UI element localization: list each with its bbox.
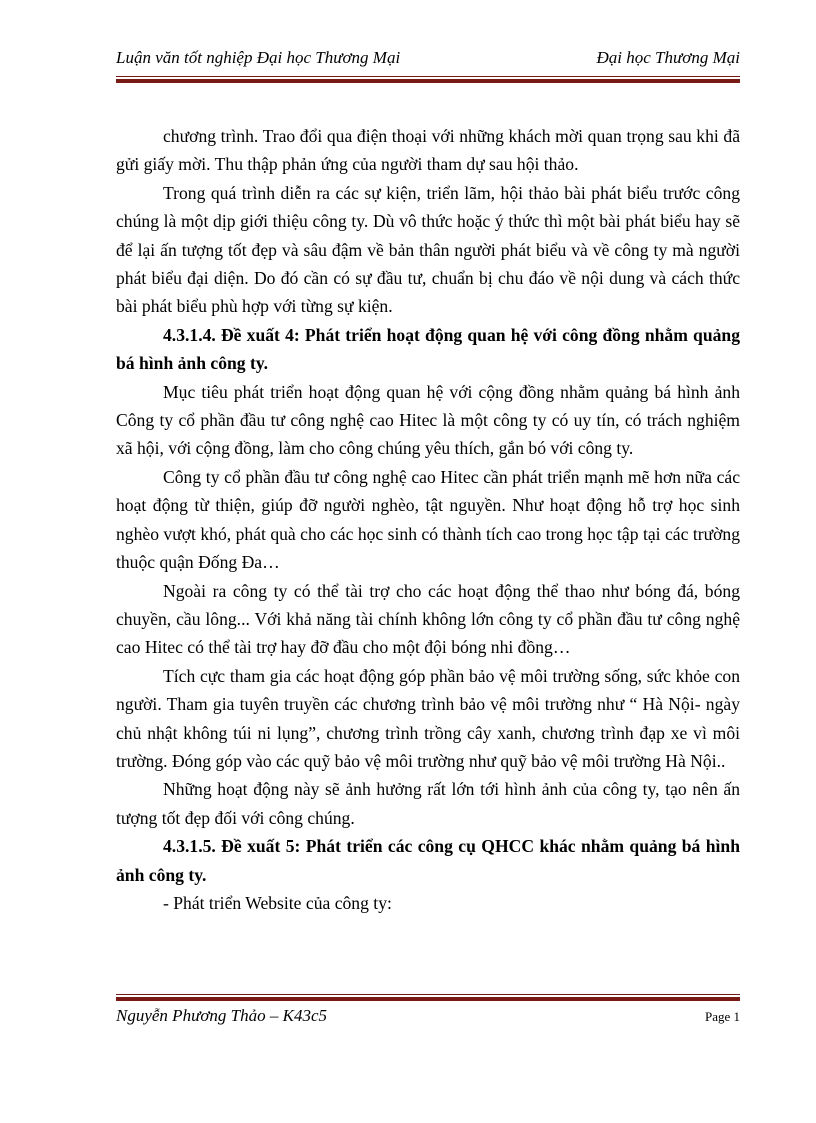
list-item-website: - Phát triển Website của công ty: [163,892,392,913]
page-header [116,48,740,72]
header-thesis-title: Luận văn tốt nghiệp Đại học Thương Mại [116,48,401,67]
paragraph-sports-sponsorship: Ngoài ra công ty có thể tài trợ cho các hoạt động thể thao như bóng đá, bóng chuyền, cầu lông... Với khả năng tài chính không lớn công ty cổ phần đầu tư công nghệ cao Hitec có thể tài trợ hay đỡ đầu cho một đội bóng nhi đồng… [116,580,740,658]
paragraph-environment: Tích cực tham gia các hoạt động góp phần bảo vệ môi trường sống, sức khỏe con người. Tham gia tuyên truyền các chương trình bảo vệ môi trường như “ Hà Nội- ngày chủ nhật không túi ni lụng”, chương trình trồng cây xanh, chương trình đạp xe vì môi trường. Đóng góp vào các quỹ bảo vệ môi trường như quỹ bảo vệ môi trường Hà Nội.. [116,665,740,771]
header-divider-thin-line [116,76,740,77]
header-divider-thick-line [116,79,740,83]
footer-page-number: Page 1 [704,1009,740,1024]
page-footer [116,1006,740,1030]
section-heading-4-3-1-5: 4.3.1.5. Đề xuất 5: Phát triển các công cụ QHCC khác nhằm quảng bá hình ảnh công ty. [116,836,740,885]
section-heading-4-3-1-4: 4.3.1.4. Đề xuất 4: Phát triển hoạt động quan hệ với công đồng nhằm quảng bá hình ảnh công ty. [116,324,740,374]
paragraph-continuation: chương trình. Trao đổi qua điện thoại với những khách mời quan trọng sau khi đã gửi giấy mời. Thu thập phản ứng của người tham dự sau hội thảo. [116,126,740,175]
footer-divider-thin-line [116,994,740,995]
footer-divider-thick-line [116,997,740,1001]
header-university: Đại học Thương Mại [596,48,740,67]
header-divider [116,76,740,83]
paragraph-community-goal: Mục tiêu phát triển hoạt động quan hệ với cộng đồng nhằm quảng bá hình ảnh Công ty cổ phần đầu tư công nghệ cao Hitec là một công ty có uy tín, có trách nghiệm xã hội, với cộng đồng, làm cho công chúng yêu thích, gắn bó với công ty. [116,381,740,459]
footer-divider [116,994,740,1001]
paragraph-speech-events: Trong quá trình diễn ra các sự kiện, triển lãm, hội thảo bài phát biểu trước công chúng là một dịp giới thiệu công ty. Dù vô thức hoặc ý thức thì một bài phát biểu hay sẽ để lại ấn tượng tốt đẹp và sâu đậm về bản thân người phát biểu và về công ty mà người phát biểu đại diện. Do đó cần có sự đầu tư, chuẩn bị chu đáo về nội dung và cách thức bài phát biểu phù hợp với từng sự kiện. [116,182,740,317]
paragraph-charity: Công ty cổ phần đầu tư công nghệ cao Hitec cần phát triển mạnh mẽ hơn nữa các hoạt động từ thiện, giúp đỡ người nghèo, tật nguyền. Như hoạt động hỗ trợ học sinh nghèo vượt khó, phát quà cho các học sinh có thành tích cao trong học tập tại các trường thuộc quận Đống Đa… [116,466,740,573]
page-body [116,122,740,917]
footer-author: Nguyễn Phương Thảo – K43c5 [116,1006,327,1025]
paragraph-impact: Những hoạt động này sẽ ảnh hưởng rất lớn tới hình ảnh của công ty, tạo nên ấn tượng tốt đẹp đối với công chúng. [116,779,740,828]
